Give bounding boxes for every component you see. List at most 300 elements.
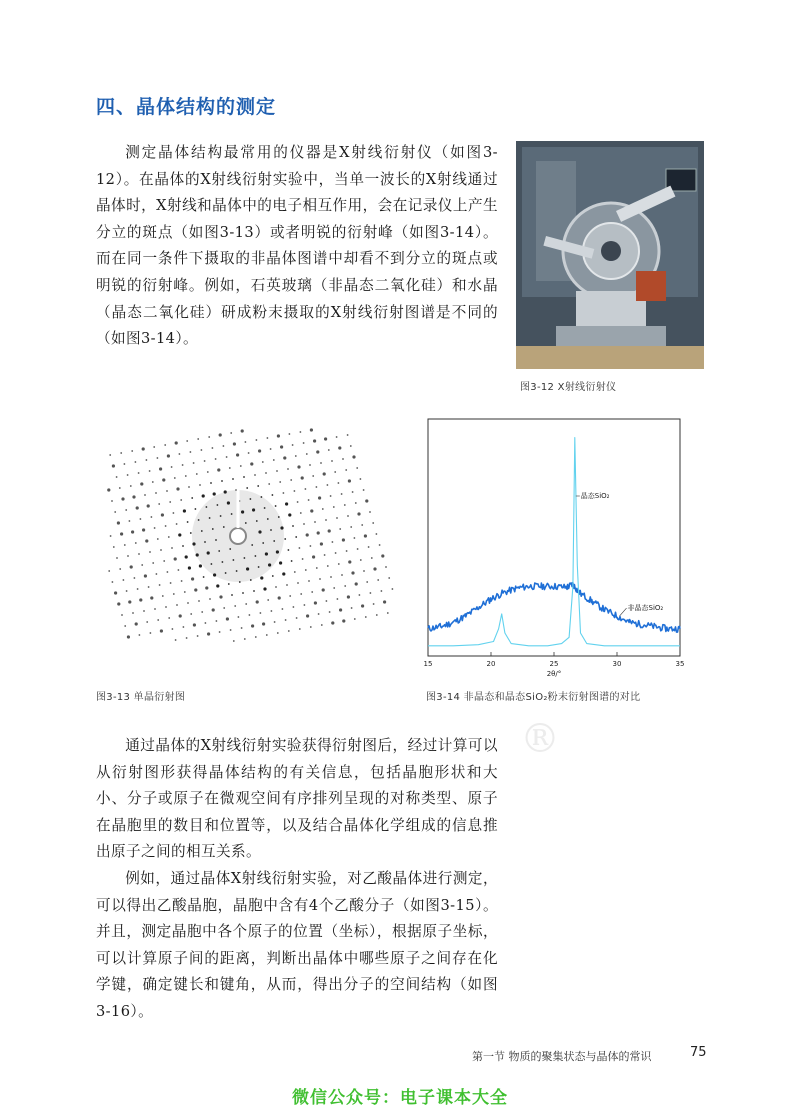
diffraction-spot (233, 640, 235, 642)
diffraction-spot (187, 602, 189, 604)
diffraction-spot (255, 636, 257, 638)
diffraction-spot (174, 557, 177, 560)
diffraction-spot (202, 494, 205, 497)
diffraction-spot (320, 462, 322, 464)
diffraction-spot (167, 571, 169, 573)
diffraction-spot (142, 528, 145, 531)
diffraction-spot (310, 626, 312, 628)
diffraction-spot (179, 614, 182, 617)
diffraction-spot (354, 537, 356, 539)
diffraction-spot (210, 482, 212, 484)
diffraction-spot (289, 595, 291, 597)
diffraction-spot (230, 629, 232, 631)
diffraction-spot (383, 600, 386, 603)
diffraction-spot (334, 471, 336, 473)
diffraction-spot (147, 504, 150, 507)
diffraction-spot (194, 588, 197, 591)
diffraction-spot (303, 523, 305, 525)
diffraction-spot (233, 442, 236, 445)
diffraction-spot (333, 587, 335, 589)
diffraction-spot (290, 479, 292, 481)
diffraction-spot (140, 518, 142, 520)
diffraction-spot (143, 610, 145, 612)
diffraction-spot (234, 605, 236, 607)
diffraction-spot (248, 452, 250, 454)
diffraction-spot (317, 531, 320, 534)
diffraction-spot (338, 563, 340, 565)
diffraction-spot (191, 577, 194, 580)
diffraction-spot (155, 492, 157, 494)
diffraction-spot (385, 566, 387, 568)
diffraction-spot (342, 619, 345, 622)
diffraction-spot (268, 563, 271, 566)
diffraction-spot (330, 576, 332, 578)
diffraction-spot (243, 476, 245, 478)
paragraph-text: 例如，通过晶体X射线衍射实验，对乙酸晶体进行测定，可以得出乙酸晶胞，晶胞中含有4个乙酸分子（如图3-15）。并且，测定晶胞中各个原子的位置（坐标），根据原子坐标，可以计算原子间的距离，判断出晶体中哪些原子之间存在化学键，确定键长和键角，从而，得出分子的空间结构（如图3-16）。 (96, 869, 498, 1020)
diffraction-spot (128, 600, 131, 603)
diffraction-spot (273, 459, 275, 461)
x-tick-label: 30 (612, 660, 622, 668)
diffraction-spot (316, 486, 318, 488)
diffraction-spot (325, 519, 327, 521)
diffraction-spot (328, 449, 330, 451)
diffraction-spot (337, 598, 339, 600)
diffraction-spot (292, 444, 294, 446)
diffraction-spot (229, 467, 231, 469)
diffraction-spot (262, 542, 264, 544)
diffraction-spot (314, 601, 317, 604)
diffraction-spot (310, 509, 313, 512)
diffraction-spot (274, 621, 276, 623)
diffraction-spot (277, 632, 279, 634)
diffraction-spot (318, 613, 320, 615)
diffraction-spot (387, 612, 389, 614)
diffraction-spot (321, 624, 323, 626)
diffraction-spot (127, 555, 129, 557)
crystalline-series-label: 晶态SiO₂ (580, 492, 610, 500)
diffraction-spot (193, 623, 196, 626)
diffraction-spot (131, 450, 133, 452)
diffraction-spot (186, 637, 188, 639)
page-number: 75 (690, 1045, 707, 1060)
diffraction-spot (179, 453, 181, 455)
diffraction-spot (249, 614, 251, 616)
diffraction-spot (388, 577, 390, 579)
diffraction-spot (300, 593, 302, 595)
diffraction-spot (144, 574, 147, 577)
diffraction-spot (287, 468, 289, 470)
diffraction-spot (324, 437, 327, 440)
diffraction-spot (258, 449, 261, 452)
x-tick-label: 35 (675, 660, 685, 668)
diffraction-spot (352, 455, 355, 458)
diffraction-spot (286, 584, 288, 586)
diffraction-spot (302, 558, 304, 560)
wechat-banner: 微信公众号：电子课本大全 (292, 1088, 508, 1108)
diffraction-spot (212, 608, 215, 611)
diffraction-spot (130, 485, 132, 487)
diffraction-spot (357, 512, 360, 515)
diffraction-spot (306, 533, 309, 536)
diffraction-spot (227, 501, 230, 504)
diffraction-spot (245, 603, 247, 605)
diffraction-spot (154, 608, 156, 610)
diffraction-spot (135, 622, 138, 625)
diffraction-spot (352, 491, 354, 493)
diffraction-spot (216, 584, 219, 587)
diffraction-spot (116, 557, 118, 559)
diffraction-spot (114, 591, 117, 594)
diffraction-spot (130, 565, 133, 568)
diffraction-spot (135, 542, 137, 544)
diffraction-spot (175, 441, 178, 444)
diffraction-spot (124, 463, 126, 465)
diffraction-spot (251, 624, 254, 627)
amorphous-series-label: 非晶态SiO₂ (627, 604, 664, 613)
diffraction-spot (284, 538, 286, 540)
diffraction-spot (258, 566, 260, 568)
diffraction-spot (373, 567, 376, 570)
diffraction-spot (215, 539, 217, 541)
diffraction-spot (294, 490, 296, 492)
diffraction-spot (129, 520, 131, 522)
diffraction-spot (256, 600, 259, 603)
diffraction-spot (199, 564, 202, 567)
diffraction-spot (312, 475, 314, 477)
diffraction-spot (260, 576, 263, 579)
diffraction-spot (266, 634, 268, 636)
diffraction-spot (303, 442, 305, 444)
diffraction-spot (314, 521, 316, 523)
diffraction-spot (184, 591, 186, 593)
diffraction-spot (318, 496, 321, 499)
diffraction-spot (308, 499, 310, 501)
chart-svg (423, 418, 689, 682)
diffraction-spot (132, 495, 135, 498)
diffraction-spot (331, 621, 334, 624)
diffraction-spot (363, 570, 365, 572)
diffraction-spot (203, 576, 205, 578)
x-tick-label: 25 (549, 660, 559, 668)
diffraction-spot (213, 573, 216, 576)
diffraction-spot (226, 456, 228, 458)
diffraction-spot (239, 581, 241, 583)
diffraction-spot (288, 513, 291, 516)
diffraction-spot (264, 507, 266, 509)
diffraction-spot (272, 575, 274, 577)
diffraction-spot (176, 487, 179, 490)
diffraction-spot (181, 580, 183, 582)
diffraction-spot (117, 602, 120, 605)
diffraction-spot (201, 449, 203, 451)
diffraction-spot (258, 530, 261, 533)
diffraction-spot (220, 515, 222, 517)
diffraction-spot (339, 608, 342, 611)
diffraction-spot (379, 544, 381, 546)
diffraction-spot (309, 464, 311, 466)
diffraction-spot (276, 550, 279, 553)
diffraction-spot (219, 595, 222, 598)
diffraction-spot (149, 551, 151, 553)
diffraction-spot (139, 634, 141, 636)
diffraction-spot (120, 532, 123, 535)
diffraction-spot (182, 464, 184, 466)
diffraction-spot (280, 526, 283, 529)
diffraction-spot (164, 444, 166, 446)
diffraction-spot (140, 482, 143, 485)
diffraction-spot (347, 434, 349, 436)
diffraction-spot (333, 506, 335, 508)
diffraction-spot (261, 496, 263, 498)
diffraction-spot (188, 566, 191, 569)
diffraction-spot (246, 487, 248, 489)
diffraction-spot (255, 555, 257, 557)
diffraction-spot (265, 552, 268, 555)
diffraction-spot (236, 453, 239, 456)
diffraction-spot (245, 522, 247, 524)
diffraction-spot (341, 574, 343, 576)
figure-3-12-caption: 图3-12 X射线衍射仪 (520, 382, 617, 393)
diffraction-spot (342, 538, 345, 541)
xray-diffractometer-photo (516, 141, 704, 369)
diffraction-spot (252, 508, 255, 511)
diffraction-spot (148, 586, 150, 588)
diffraction-spot (188, 486, 190, 488)
diffraction-spot (205, 586, 208, 589)
diffraction-spot (299, 628, 301, 630)
figure-3-13-caption: 图3-13 单晶衍射图 (96, 692, 186, 703)
diffraction-spot (327, 484, 329, 486)
diffraction-spot (199, 484, 201, 486)
diffraction-spot (114, 511, 116, 513)
diffraction-spot (278, 596, 281, 599)
diffraction-spot (124, 625, 126, 627)
diffraction-spot (297, 501, 299, 503)
diffraction-spot (327, 565, 329, 567)
diffraction-spot (207, 632, 210, 635)
diffraction-spot (311, 591, 313, 593)
diffraction-spot (280, 445, 283, 448)
diffraction-spot (270, 529, 272, 531)
diffraction-spot (170, 582, 172, 584)
diffraction-spot (260, 612, 262, 614)
diffraction-spot (160, 549, 162, 551)
diffraction-spot (370, 592, 372, 594)
diffraction-spot (322, 588, 325, 591)
diffraction-spot (146, 621, 148, 623)
diffraction-spot (138, 553, 140, 555)
diffraction-spot (381, 590, 383, 592)
diffraction-spot (165, 525, 167, 527)
diffraction-spot (219, 433, 222, 436)
diffraction-spot (212, 447, 214, 449)
diffraction-spot (222, 561, 224, 563)
diffraction-spot (121, 614, 123, 616)
diffraction-spot (223, 445, 225, 447)
diffraction-spot (267, 518, 269, 520)
x-tick-label: 20 (486, 660, 496, 668)
diffraction-spot (350, 445, 352, 447)
diffraction-spot (312, 555, 315, 558)
diffraction-spot (282, 572, 285, 575)
diffraction-spot (336, 436, 338, 438)
diffraction-spot (159, 467, 162, 470)
diffraction-spot (178, 569, 180, 571)
diffraction-spot (185, 475, 187, 477)
diffraction-spot (275, 505, 277, 507)
diffraction-spot (176, 523, 178, 525)
diffraction-spot (131, 530, 134, 533)
diffraction-spot (316, 450, 319, 453)
diffraction-spot (218, 550, 220, 552)
diffraction-spot (207, 551, 210, 554)
section-heading: 四、晶体结构的测定 (96, 96, 277, 118)
diffraction-spot (113, 546, 115, 548)
diffraction-spot (372, 522, 374, 524)
diffraction-spot (295, 536, 297, 538)
diffraction-spot (192, 542, 195, 545)
diffraction-spot (176, 604, 178, 606)
diffraction-spot (230, 432, 232, 434)
diffraction-spot (347, 515, 349, 517)
diffraction-spot (331, 460, 333, 462)
diffraction-spot (178, 533, 181, 536)
diffraction-spot (361, 524, 363, 526)
paragraph-text: 通过晶体的X射线衍射实验获得衍射图后，经过计算可以从衍射图形获得晶体结构的有关信息，包括晶胞形状和大小、分子或原子在微观空间有序排列呈现的对称类型、原子在晶胞里的数目和位置等，以及结合晶体化学组成的信息推出原子之间的相互关系。 (96, 737, 498, 861)
diffraction-spot (149, 470, 151, 472)
diffraction-spot (141, 564, 143, 566)
diffraction-spot (332, 541, 334, 543)
diffraction-spot (169, 501, 171, 503)
diffraction-spot (172, 628, 174, 630)
diffraction-spot (301, 476, 304, 479)
diffraction-spot (304, 604, 306, 606)
diffraction-spot (295, 455, 297, 457)
diffraction-spot (156, 573, 158, 575)
diffraction-spot (187, 521, 189, 523)
diffraction-spot (359, 594, 361, 596)
diffraction-spot (277, 434, 280, 437)
diffraction-spot (341, 493, 343, 495)
diffraction-spot (216, 620, 218, 622)
diffraction-spot (296, 617, 298, 619)
diffraction-spot (144, 494, 146, 496)
diffraction-spot (152, 481, 154, 483)
diffraction-spot (209, 598, 211, 600)
diffraction-spot (297, 582, 299, 584)
diffraction-spot (207, 471, 209, 473)
diffraction-spot (339, 528, 341, 530)
diffraction-spot (244, 638, 246, 640)
diffraction-spot (276, 470, 278, 472)
diffraction-spot (371, 557, 373, 559)
diffraction-spot (241, 429, 244, 432)
diffraction-spot (132, 612, 134, 614)
diffraction-spot (223, 526, 225, 528)
diffraction-spot (160, 629, 163, 632)
diffraction-spot (157, 457, 159, 459)
diffraction-spot (163, 560, 165, 562)
diffraction-spot (241, 627, 243, 629)
diffraction-spot (137, 588, 139, 590)
diffraction-spot (329, 611, 331, 613)
diffraction-spot (326, 600, 328, 602)
diffraction-spot (211, 563, 213, 565)
diffraction-spot (196, 473, 198, 475)
diffraction-spot (135, 461, 137, 463)
diffraction-spot (150, 632, 152, 634)
diffraction-spot (168, 617, 170, 619)
intro-paragraph (96, 140, 498, 353)
diffraction-spot (229, 548, 231, 550)
diffraction-spot (283, 492, 285, 494)
diffraction-spot (285, 619, 287, 621)
diffraction-spot (193, 462, 195, 464)
diffraction-spot (253, 590, 255, 592)
diffraction-spot (348, 479, 351, 482)
diffraction-spot (204, 460, 206, 462)
diffraction-spot (354, 618, 356, 620)
beam-stop (230, 528, 246, 544)
paragraph-text: 测定晶体结构最常用的仪器是X射线衍射仪（如图3-12）。在晶体的X射线衍射实验中，当单一波长的X射线通过晶体时，X射线和晶体中的电子相互作用，会在记录仪上产生分立的斑点（如图3-13）或者明锐的衍射峰（如图3-14）。而在同一条件下摄取的非晶体图谱中却看不到分立的斑点或明锐的衍射峰。例如，石英玻璃（非晶态二氧化硅）和水晶（晶态二氧化硅）研成粉末摄取的X射线衍射图谱是不同的（如图3-14）。 (96, 144, 498, 348)
diffraction-spot (306, 614, 309, 617)
diffraction-spot (241, 510, 244, 513)
diffraction-spot (294, 571, 296, 573)
diffraction-spot (190, 451, 192, 453)
diffraction-spot (322, 508, 324, 510)
diffraction-spot (119, 487, 121, 489)
diffraction-spot (107, 488, 110, 491)
diffraction-spot (108, 570, 110, 572)
diffraction-spot (357, 548, 359, 550)
x-axis-label: 2θ/° (546, 670, 562, 678)
diffraction-spot (182, 545, 184, 547)
diffraction-spot (267, 437, 269, 439)
diffraction-spot (376, 533, 378, 535)
diffraction-spot (236, 570, 238, 572)
diffraction-spot (197, 635, 199, 637)
diffraction-spot (153, 446, 155, 448)
diffraction-spot (119, 568, 121, 570)
diffraction-spot (348, 560, 351, 563)
diffraction-spot (347, 595, 350, 598)
diffraction-spot (134, 577, 136, 579)
diffraction-spot (250, 462, 253, 465)
body-paragraphs (96, 733, 498, 1026)
x-tick-label: 15 (423, 660, 433, 668)
diffraction-spot (231, 594, 233, 596)
diffraction-spot (185, 555, 188, 558)
diffraction-spot (355, 502, 357, 504)
diffraction-spot (271, 610, 273, 612)
diffraction-spot (242, 592, 244, 594)
diffraction-spot (190, 532, 192, 534)
diffraction-spot (152, 562, 154, 564)
diffraction-spot (346, 550, 348, 552)
diffraction-spot (127, 474, 129, 476)
diffraction-spot (283, 456, 286, 459)
diffraction-spot (289, 433, 291, 435)
diffraction-spot (205, 622, 207, 624)
diffraction-spot (351, 607, 353, 609)
diffraction-spot (310, 428, 313, 431)
diffraction-spot (157, 619, 159, 621)
diffraction-spot (299, 547, 301, 549)
diffraction-spot (125, 509, 127, 511)
diffraction-spot (225, 572, 227, 574)
diffraction-spot (263, 587, 266, 590)
diffraction-spot (120, 452, 122, 454)
